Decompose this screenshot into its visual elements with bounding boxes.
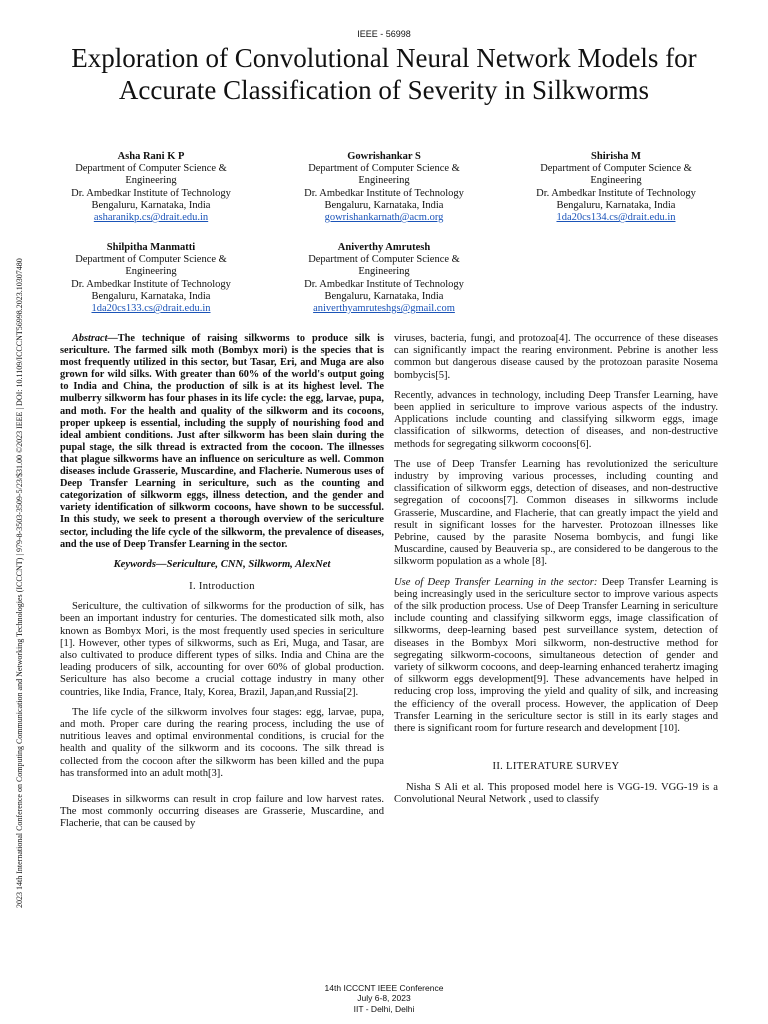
author-name: Aniverthy Amrutesh	[337, 242, 431, 253]
author-email-link[interactable]: 1da20cs133.cs@drait.edu.in	[91, 303, 211, 315]
author-dept: Engineering	[358, 175, 410, 187]
paragraph: Sericulture, the cultivation of silkworms for the production of silk, has been an important industry for centuries. The domesticated silk moth, also known as Bombyx Mori, is the most frequently used species in sericulture [1]. However, other types of silkworms, such as Eri, Muga, and Tasar, are also cultivated to produce different types of silks. India and China are the leading producers of silk, accounting for over 60% of global production. Sericulture has also become a crucial cottage industry in many other countries, like India, France, Italy, Korea, Brazil, Japan,and Russia[2].	[60, 601, 384, 698]
author-location: Bengaluru, Karnataka, India	[556, 199, 676, 211]
author-dept: Department of Computer Science &	[308, 163, 460, 175]
author-location: Bengaluru, Karnataka, India	[324, 290, 444, 302]
section-heading-introduction: I. Introduction	[189, 580, 255, 592]
section-heading-literature-survey: II. LITERATURE SURVEY	[492, 761, 620, 773]
author-location: Bengaluru, Karnataka, India	[91, 290, 211, 302]
conference-id: IEEE - 56998	[357, 29, 411, 39]
author-email-link[interactable]: gowrishankarnath@acm.org	[324, 212, 444, 224]
author-name: Shilpitha Manmatti	[106, 242, 196, 253]
author-dept: Department of Computer Science &	[308, 254, 460, 266]
author-name: Gowrishankar S	[347, 151, 421, 162]
author-location: Bengaluru, Karnataka, India	[91, 199, 211, 211]
author-block	[274, 151, 494, 224]
paragraph: Recently, advances in technology, including Deep Transfer Learning, have been applied in sericulture to improve various aspects of the industry. Applications include counting and classifying silkworm eggs, image classification of silkworms, detection of diseases, and non-destructive methods for segregating silkworm cocoons[6].	[394, 389, 718, 450]
author-dept: Department of Computer Science &	[75, 254, 227, 266]
author-institute: Dr. Ambedkar Institute of Technology	[304, 187, 464, 199]
paragraph	[394, 577, 718, 736]
footer-conference: 14th ICCCNT IEEE Conference	[324, 983, 444, 993]
subsection-heading: Use of Deep Transfer Learning in the sector:	[394, 576, 598, 588]
author-dept: Engineering	[358, 266, 410, 278]
abstract-label: Abstract—	[72, 333, 118, 344]
author-block	[506, 151, 726, 224]
side-citation-text: 2023 14th International Conference on Computing Communication and Networking Technologies (ICCCNT) | 979-8-3503-3509-5/23/$31.00 ©2023 IEEE | DOI: 10.1109/ICCCNT56998.2023.10307480	[15, 258, 24, 908]
footer-dates: July 6-8, 2023	[357, 993, 411, 1004]
author-institute: Dr. Ambedkar Institute of Technology	[71, 278, 231, 290]
author-email-link[interactable]: asharanikp.cs@drait.edu.in	[93, 212, 209, 224]
author-name: Shirisha M	[591, 151, 641, 162]
author-dept: Department of Computer Science &	[75, 163, 227, 175]
paragraph: The use of Deep Transfer Learning has revolutionized the sericulture industry by improving various processes, including counting and classification of silkworm eggs, detection of diseases, and non-destructive segregation of cocoons[7]. Common diseases in silkworms include Grasserie, Muscardine, and Flacherie, that can greatly impact the yield and result in significant losses for the harvester. Protozoan illnesses like Pebrine, caused by the parasite Nosema bombycis, and fungi like Muscardine, caused by Beauveria sp., are considered to be dangerous to the silkworm population as a whole [8].	[394, 458, 718, 568]
footer-venue: IIT - Delhi, Delhi	[353, 1003, 415, 1014]
paragraph: viruses, bacteria, fungi, and protozoa[4]. The occurrence of these diseases can significantly impact the rearing environment. Pebrine is another less common but dangerous disease caused by the protozoan parasite Nosema bombycis[5].	[394, 333, 718, 381]
author-block	[41, 242, 261, 315]
abstract	[60, 333, 384, 551]
author-location: Bengaluru, Karnataka, India	[324, 199, 444, 211]
paper-title: Exploration of Convolutional Neural Network Models for Accurate Classification of Severity in Silkworms	[71, 43, 697, 105]
paragraph-text: Deep Transfer Learning is being increasingly used in the sericulture sector to improve various aspects of the silk production process. Use of Deep Transfer Learning in sericulture include counting and classifying silkworm eggs, image classification of silkworms, deep-learning based pest surveillance system, detection of diseases in the Bombyx Mori silkworm, non-destructive method for segregating silkworm-cocoons, simultaneous detection of gender and variety of silkworm cocoons, and deep-learning enhanced terahertz imaging of silkworm eggs development[9]. These advancements have helped in reducing crop loss, improving the yield and quality of silk, and increasing the efficiency of the overall process. However, the application of Deep Transfer Learning in the sericulture sector is still in its early stages and there is significant room for furture research and development [10].	[394, 576, 719, 735]
author-block	[274, 242, 494, 315]
author-dept: Department of Computer Science &	[540, 163, 692, 175]
right-column	[394, 333, 718, 814]
author-block	[41, 151, 261, 224]
author-email-link[interactable]: aniverthyamruteshgs@gmail.com	[313, 303, 455, 315]
paragraph: The life cycle of the silkworm involves four stages: egg, larvae, pupa, and moth. Proper care during the rearing process, including the use of nutritious leaves and optimal environmental conditions, is crucial for the health and quality of the silkworm and its cocoons. The silk thread is collected from the cocoon after the silkworm has been killed and the pupa has transformed into an adult moth[3].	[60, 706, 384, 779]
page-footer	[0, 983, 768, 1014]
author-institute: Dr. Ambedkar Institute of Technology	[71, 187, 231, 199]
left-column	[60, 333, 384, 839]
keywords: Keywords—Sericulture, CNN, Silkworm, AlexNet	[113, 558, 331, 570]
paragraph: Nisha S Ali et al. This proposed model here is VGG-19. VGG-19 is a Convolutional Neural Network , used to classify	[394, 781, 718, 805]
paragraph: Diseases in silkworms can result in crop failure and low harvest rates. The most commonly occurring diseases are Grasserie, Muscardine, and Flacherie, that can be caused by	[60, 793, 384, 830]
author-institute: Dr. Ambedkar Institute of Technology	[304, 278, 464, 290]
abstract-text: The technique of raising silkworms to produce silk is sericulture. The farmed silk moth (Bombyx mori) is the species that is most frequently utilized in this sector, but Tasar, Eri, and Muga are also grown for wild silks. With greater than 60% of the world's output going to India and China, the production of silk is at its highest level. The mulberry silkworm has four phases in its life cycle: the egg, larvae, pupa, and moth. For the health and quality of the silkworm and its cocoons, proper upkeep is essential, including the supply of nourishing food and ideal ambient conditions. Just after silkworm has been slain during the pupal stage, the silk thread is extracted from the cocoon. The illnesses that plague silkworms have an influence on sericulture as well. Common diseases include Grasserie, Muscardine, and Flacherie. Numerous uses of Deep Transfer Learning in sericulture, such as the counting and categorization of silkworm eggs, illness detection, and the gender and variety identification of silkworm cocoons, have shown to be successful. In this study, we seek to present a thorough overview of the sericulture sector, including the life cycle of the silkworm, the prevalence of diseases, and the use of Deep Transfer Learning in the sector.	[60, 333, 384, 550]
author-dept: Engineering	[125, 266, 177, 278]
author-email-link[interactable]: 1da20cs134.cs@drait.edu.in	[556, 212, 676, 224]
author-institute: Dr. Ambedkar Institute of Technology	[536, 187, 696, 199]
author-dept: Engineering	[125, 175, 177, 187]
author-name: Asha Rani K P	[117, 151, 185, 162]
author-dept: Engineering	[590, 175, 642, 187]
